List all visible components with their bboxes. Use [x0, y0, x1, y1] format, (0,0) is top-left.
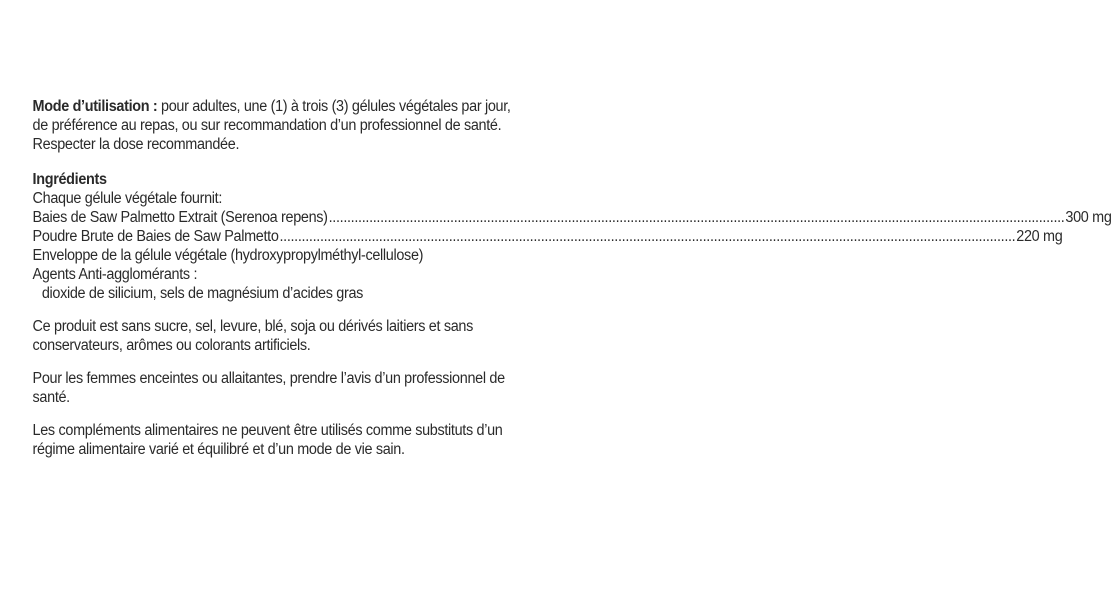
ingredient-row [32, 227, 1063, 246]
notice-line: Ce produit est sans sucre, sel, levure, blé, soja ou dérivés laitiers et sans [32, 318, 474, 335]
notice-line: santé. [32, 389, 70, 406]
ingredients-section [32, 170, 1112, 303]
ingredients-intro: Chaque gélule végétale fournit: [32, 190, 223, 207]
spacer [33, 355, 577, 369]
usage-section [33, 97, 577, 154]
spacer [33, 154, 577, 170]
spacer [33, 407, 577, 421]
leader-dots: ........................................................................................................................................................................................................ [328, 209, 1065, 226]
ingredient-amount: 300 mg [1065, 209, 1112, 226]
usage-line-2: de préférence au repas, ou sur recommandation d’un professionnel de santé. [32, 117, 502, 134]
notice-line: régime alimentaire varié et équilibré et d’un mode de vie sain. [32, 441, 405, 458]
anticaking-detail: dioxide de silicium, sels de magnésium d’acides gras [41, 285, 364, 302]
anticaking-label: Agents Anti-agglomérants : [32, 266, 198, 283]
capsule-line: Enveloppe de la gélule végétale (hydroxypropylméthyl-cellulose) [32, 247, 424, 264]
ingredient-name: Poudre Brute de Baies de Saw Palmetto [32, 228, 279, 245]
ingredients-title: Ingrédients [32, 171, 107, 188]
ingredient-row [32, 208, 1112, 227]
usage-label: Mode d’utilisation : [32, 98, 158, 115]
usage-line-1 [33, 97, 577, 116]
usage-line-3: Respecter la dose recommandée. [32, 136, 240, 153]
free-from-notice [33, 317, 577, 355]
notice-line: Pour les femmes enceintes ou allaitantes, prendre l’avis d’un professionnel de [32, 370, 505, 387]
pregnancy-notice [33, 369, 577, 407]
notice-line: conservateurs, arômes ou colorants artificiels. [32, 337, 311, 354]
supplement-notice [33, 421, 577, 459]
usage-text-1: pour adultes, une (1) à trois (3) gélules végétales par jour, [157, 98, 511, 115]
label-text [32, 97, 1112, 459]
ingredient-name: Baies de Saw Palmetto Extrait (Serenoa repens) [32, 209, 328, 226]
leader-dots: ........................................................................................................................................................................................................ [279, 228, 1016, 245]
notice-line: Les compléments alimentaires ne peuvent être utilisés comme substituts d’un [32, 422, 503, 439]
ingredient-amount: 220 mg [1016, 228, 1063, 245]
spacer [33, 303, 577, 317]
